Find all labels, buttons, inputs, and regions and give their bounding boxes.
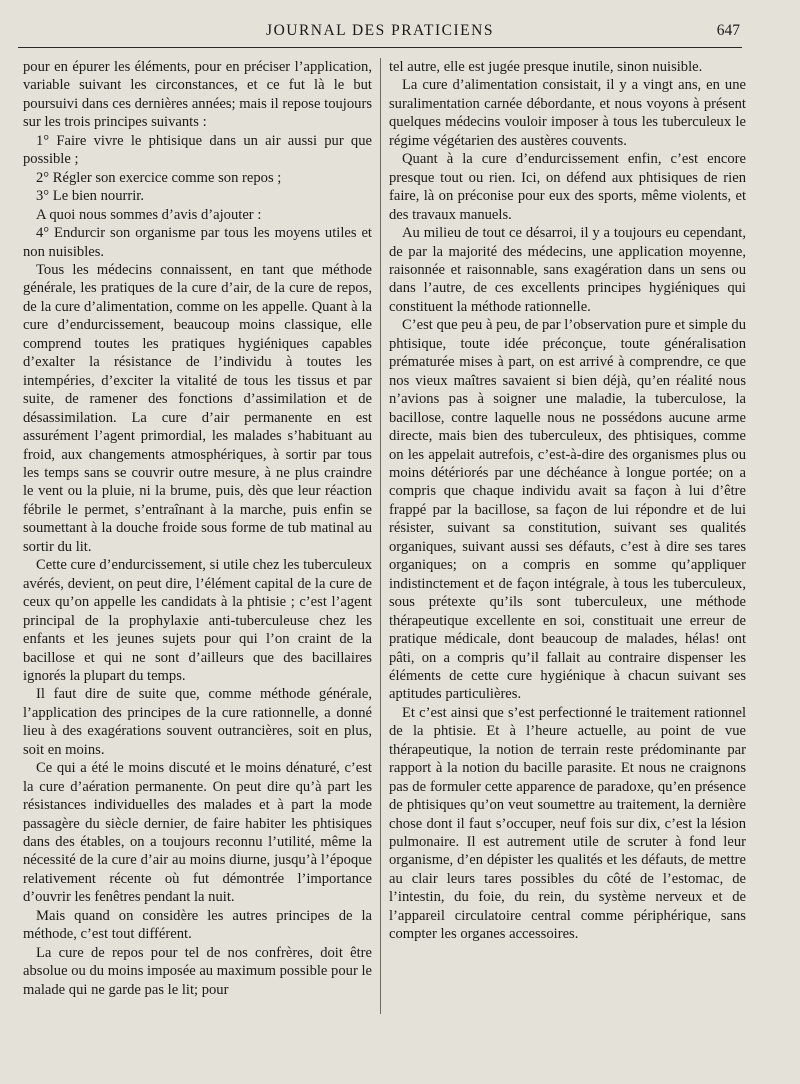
paragraph: tel autre, elle est jugée presque inutile, sinon nuisible.: [389, 59, 703, 75]
paragraph: Il faut dire de suite que, comme méthode générale, l’application des principes de la cure rationnelle, a donné lieu à des exagérations souvent outrancières, soit en plus, soit en moins.: [23, 686, 372, 758]
paragraph: Quant à la cure d’endurcissement enfin, c’est encore presque tout ou rien. Ici, on défend aux phtisiques de rien faire, là on préconise pour eux des sports, même violents, et des travaux manuels.: [389, 151, 746, 223]
paragraph: 4° Endurcir son organisme par tous les moyens utiles et non nuisibles.: [23, 225, 372, 260]
paragraph: 2° Régler son exercice comme son repos ;: [36, 169, 282, 186]
left-column: [23, 58, 372, 999]
paragraph: La cure d’alimentation consistait, il y a vingt ans, en une suralimentation carnée débordante, et nous voyons à présent quelques médecins vouloir imposer à tous les tuberculeux le régime végétarien des austères couvents.: [389, 77, 746, 149]
header-rule: [18, 47, 742, 48]
paragraph: Mais quand on considère les autres principes de la méthode, c’est tout différent.: [23, 907, 372, 943]
paragraph: La cure de repos pour tel de nos confrères, doit être absolue ou du moins imposée au maximum possible pour le malade qui ne garde pas le lit; pour: [23, 944, 372, 998]
paragraph: Ce qui a été le moins discuté et le moins dénaturé, c’est la cure d’aération permanente. On peut dire qu’à part les résistances individuelles des malades et à part la mode passagère du siècle dernier, de faire habiter les phtisiques dans des étables, on a toujours reconnu l’utilité, même la nécessité de la cure d’air au moins diurne, jusqu’à l’époque relativement récente où fut démontrée l’importance d’ouvrir les fenêtres pendant la nuit.: [23, 760, 372, 906]
paragraph: Et c’est ainsi que s’est perfectionné le traitement rationnel de la phtisie. Et à l’heure actuelle, au point de vue thérapeutique, la notion de terrain reste prédominante par rapport à la notion du bacille parasite. Et nous ne craignons pas de formuler cette apparence de paradoxe, qu’en présence de phtisiques qu’on veut soumettre au traitement, la dernière chose dont il faut s’occuper, neuf fois sur dix, c’est la lésion pulmonaire. Il est autrement utile de scruter à fond leur organisme, d’en dépister les qualités et les défauts, de mettre au clair leurs tares possibles du côté de l’estomac, de l’intestin, du foie, du rein, du système nerveux et de l’appareil circulatoire central comme périphérique, sans compter les organes accessoires.: [389, 704, 746, 943]
paragraph: C’est que peu à peu, de par l’observation pure et simple du phtisique, toute idée préconçue, toute généralisation prématurée mises à part, on est arrivé à comprendre, ce que nos vieux maîtres savaient si bien déjà, qu’en réalité nous n’avions pas à soigner une maladie, la tuberculose, la bacillose, contre laquelle nous ne possédons aucune arme directe, mais bien des tuberculeux, des phtisiques, comme on les appelait autrefois, c’est-à-dire des organismes plus ou moins détériorés par une déchéance à longue portée; on a compris que chaque individu avait sa façon à lui d’être frappé par la bacillose, sa façon de lui répondre et de lui résister, suivant sa constitution, suivant ses qualités organiques, suivant aussi ses défauts, c’est à dire ses tares organiques; on a compris en somme qu’appliquer indistinctement et de façon intégrale, à tous les tuberculeux, sous prétexte qu’ils sont tuberculeux, une méthode thérapeutique excellente en soi, constituait une erreur de pratique médicale, dont beaucoup de malades, hélas! ont pâti, on a compris qu’il fallait au contraire dispenser les éléments de cette cure hygiénique à chacun suivant ses aptitudes particulières.: [389, 317, 746, 703]
right-column: [389, 58, 746, 944]
page-header: [20, 18, 740, 44]
paragraph: Cette cure d’endurcissement, si utile chez les tuberculeux avérés, devient, on peut dire, l’élément capital de la cure de ceux qu’on appelle les candidats à la phtisie ; c’est l’agent principal de la prophylaxie anti-tuberculeuse chez les enfants et les jeunes sujets pour qui l’on craint de la bacillose et qui ne sont d’ailleurs que des bacillaires ignorés la plupart du temps.: [23, 557, 372, 684]
paragraph: A quoi nous sommes d’avis d’ajouter :: [36, 206, 262, 223]
running-title: JOURNAL DES PRATICIENS: [266, 22, 494, 39]
page-number: 647: [716, 22, 740, 39]
paragraph: Tous les médecins connaissent, en tant que méthode générale, les pratiques de la cure d’air, de la cure de repos, de la cure d’alimentation, comme on les appelle. Quant à la cure d’endurcissement, beaucoup moins classique, elle comprend toutes les pratiques hygiéniques capables d’exalter la résistance de l’individu à toutes les intempéries, d’exciter la vitalité de tous les tissus et par suite, de ramener des fonctions d’assimilation et de désassimilation. La cure d’air permanente en est assurément l’agent primordial, les malades s’habituant au froid, aux changements atmosphériques, à sortir par tous les temps sans se couvrir outre mesure, à ne plus craindre le vent ou la pluie, ni la brume, puis, dès que leur réaction fébrile le permet, s’entraînant à la marche, puis enfin se soumettant à la douche froide sous forme de tub matinal au sortir du lit.: [23, 261, 372, 555]
column-divider: [380, 58, 381, 1014]
paragraph: Au milieu de tout ce désarroi, il y a toujours eu cependant, de par la majorité des médecins, une application moyenne, raisonnée et raisonnable, sans exagération dans un sens ou dans l’autre, de ces excellents principes hygiéniques qui constituent la méthode rationnelle.: [389, 225, 746, 315]
paragraph: pour en épurer les éléments, pour en préciser l’application, variable suivant les circonstances, et ce fut là le but poursuivi dans ces dernières années; mais il repose toujours sur les trois principes suivants :: [23, 59, 372, 131]
paragraph: 3° Le bien nourrir.: [36, 188, 144, 205]
paragraph: 1° Faire vivre le phtisique dans un air aussi pur que possible ;: [23, 132, 372, 168]
